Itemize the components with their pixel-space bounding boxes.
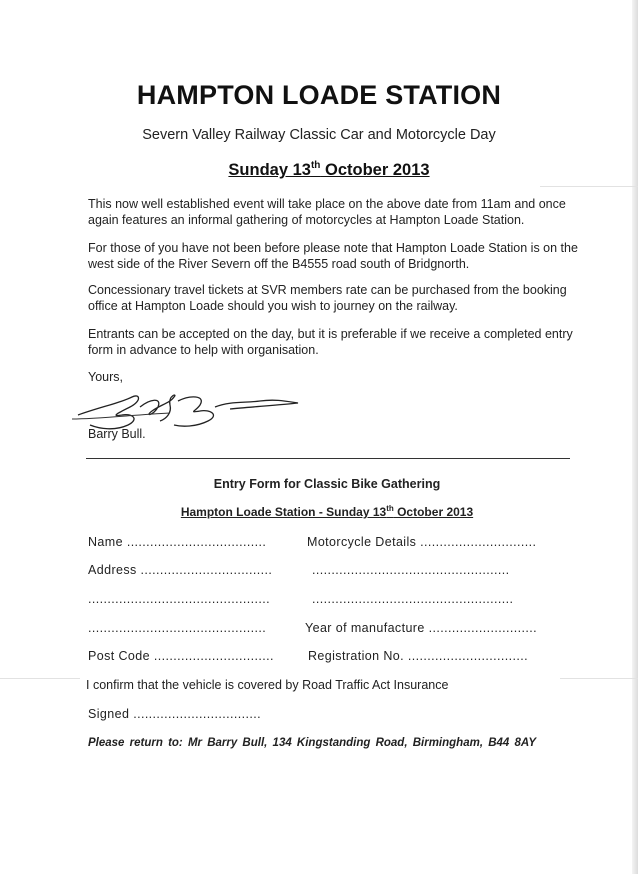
- event-date: Sunday 13th October 2013: [228, 160, 430, 179]
- scan-artifact: [560, 678, 638, 679]
- event-subtitle: Severn Valley Railway Classic Car and Motorcycle Day: [142, 127, 496, 143]
- name-field[interactable]: Name ....................................: [88, 535, 267, 549]
- insurance-confirmation: I confirm that the vehicle is covered by Road Traffic Act Insurance: [86, 678, 449, 692]
- page-title: HAMPTON LOADE STATION: [136, 80, 502, 110]
- return-address: Please return to: Mr Barry Bull, 134 Kingstanding Road, Birmingham, B44 8AY: [88, 737, 537, 749]
- section-divider: [86, 458, 570, 459]
- address-field[interactable]: Address ..................................: [88, 563, 273, 577]
- paragraph-entrants: Entrants can be accepted on the day, but it is preferable if we receive a completed entry form in advance to help with organisation.: [88, 327, 573, 357]
- paragraph-tickets: Concessionary travel tickets at SVR members rate can be purchased from the booking office at Hampton Loade should you wish to journey on the railway.: [88, 283, 567, 313]
- signatory-name: Barry Bull.: [88, 427, 146, 441]
- year-of-manufacture-field[interactable]: Year of manufacture ............................: [305, 621, 538, 635]
- form-subtitle: Hampton Loade Station - Sunday 13th October 2013: [180, 504, 474, 519]
- signed-field[interactable]: Signed .................................: [88, 707, 262, 721]
- closing: Yours,: [88, 370, 123, 384]
- form-title: Entry Form for Classic Bike Gathering: [213, 477, 441, 491]
- address-line-2[interactable]: ...............................................: [88, 592, 271, 606]
- post-code-field[interactable]: Post Code ...............................: [88, 649, 274, 663]
- motorcycle-details-line-2[interactable]: ...................................................: [312, 563, 510, 577]
- paragraph-location: For those of you have not been before please note that Hampton Loade Station is on the west side of the River Severn off the B4555 road south of Bridgnorth.: [88, 241, 578, 271]
- motorcycle-details-line-3[interactable]: ....................................................: [312, 592, 514, 606]
- motorcycle-details-field[interactable]: Motorcycle Details ..............................: [307, 535, 537, 549]
- address-line-3[interactable]: ..............................................: [88, 621, 267, 635]
- scan-artifact: [0, 678, 80, 679]
- scan-artifact: [540, 186, 638, 187]
- paragraph-event: This now well established event will take place on the above date from 11am and once again features an informal gathering of motorcycles at Hampton Loade Station.: [88, 197, 566, 227]
- registration-number-field[interactable]: Registration No. ...............................: [308, 649, 528, 663]
